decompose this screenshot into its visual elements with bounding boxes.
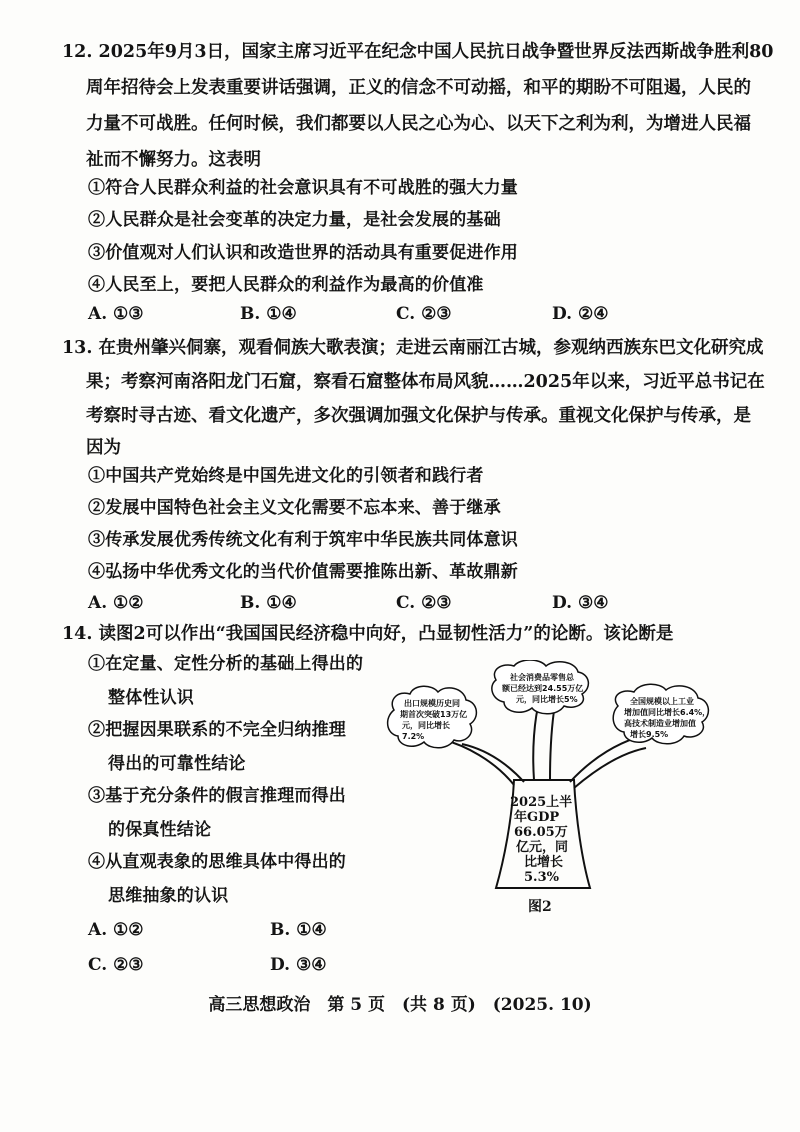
q13-option-d[interactable]: D. ③④: [552, 593, 609, 613]
q12-option-a[interactable]: A. ①③: [88, 304, 144, 324]
q12-stem-line: 力量不可战胜。任何时候，我们都要以人民之心为心、以天下之利为利，为增进人民福: [86, 114, 751, 134]
q12-stem-line: 周年招待会上发表重要讲话强调，正义的信念不可动摇，和平的期盼不可阻遏，人民的: [86, 78, 751, 98]
page-footer: 高三思想政治 第 5 页 (共 8 页) (2025. 10): [208, 995, 592, 1015]
q13-stem-line: 果；考察河南洛阳龙门石窟，察看石窟整体布局风貌……2025年以来，习近平总书记在: [86, 372, 765, 392]
q13-statement-3: ③传承发展优秀传统文化有利于筑牢中华民族共同体意识: [88, 530, 518, 550]
q14-statement-1-cont: 整体性认识: [108, 688, 194, 708]
q14-statement-2-cont: 得出的可靠性结论: [108, 754, 246, 774]
q14-statement-3: ③基于充分条件的假言推理而得出: [88, 786, 346, 806]
q14-stem: 14. 读图2可以作出“我国国民经济稳中向好，凸显韧性活力”的论断。该论断是: [62, 624, 674, 644]
trunk-text-line: 比增长: [524, 855, 564, 870]
q12-statement-2: ②人民群众是社会变革的决定力量，是社会发展的基础: [88, 210, 501, 230]
bubble-middle-line: 社会消费品零售总: [510, 673, 574, 682]
q13-option-b[interactable]: B. ①④: [240, 593, 297, 613]
tree-branch-right: [570, 736, 646, 788]
q13-statement-2: ②发展中国特色社会主义文化需要不忘本来、善于继承: [88, 498, 501, 518]
q12-option-d[interactable]: D. ②④: [552, 304, 609, 324]
q13-stem-line: 考察时寻古迹、看文化遗产，多次强调加强文化保护与传承。重视文化保护与传承，是: [86, 406, 751, 426]
q14-statement-2: ②把握因果联系的不完全归纳推理: [88, 720, 346, 740]
trunk-text-line: 5.3%: [524, 870, 559, 885]
q12-option-c[interactable]: C. ②③: [396, 304, 452, 324]
q14-option-d[interactable]: D. ③④: [270, 955, 327, 975]
bubble-right-line: 增长9.5%: [630, 730, 669, 739]
q14-statement-4-cont: 思维抽象的认识: [108, 886, 229, 906]
bubble-left-line: 7.2%: [402, 732, 425, 741]
q13-stem-line: 13. 在贵州肇兴侗寨，观看侗族大歌表演；走进云南丽江古城，参观纳西族东巴文化研究成: [62, 338, 764, 358]
trunk-text-line: 2025上半: [510, 795, 573, 810]
q13-option-c[interactable]: C. ②③: [396, 593, 452, 613]
q12-statement-4: ④人民至上，要把人民群众的利益作为最高的价值准: [88, 275, 484, 295]
trunk-text-line: 66.05万: [514, 825, 568, 840]
bubble-left-line: 期首次突破13万亿: [400, 710, 468, 719]
bubble-left-line: 出口规模历史同: [404, 699, 460, 708]
q14-statement-3-cont: 的保真性结论: [108, 820, 212, 840]
trunk-text-line: 亿元，同: [516, 840, 569, 855]
q12-statement-3: ③价值观对人们认识和改造世界的活动具有重要促进作用: [88, 243, 518, 263]
q13-stem-line: 因为: [86, 438, 121, 458]
trunk-text-line: 年GDP: [514, 810, 560, 825]
q13-statement-1: ①中国共产党始终是中国先进文化的引领者和践行者: [88, 466, 484, 486]
q12-option-b[interactable]: B. ①④: [240, 304, 297, 324]
bubble-middle-line: 额已经达到24.55万亿: [502, 684, 584, 693]
bubble-right-line: 增加值同比增长6.4%，: [624, 708, 711, 717]
tree-branch-left: [444, 740, 524, 785]
q12-stem-line: 祉而不懈努力。这表明: [86, 150, 261, 170]
q13-statement-4: ④弘扬中华优秀文化的当代价值需要推陈出新、革故鼎新: [88, 562, 518, 582]
bubble-middle-line: 元，同比增长5%: [516, 695, 578, 704]
q14-option-b[interactable]: B. ①④: [270, 920, 327, 940]
figure-caption: 图2: [528, 899, 552, 915]
figure-2-tree: [384, 660, 714, 890]
q14-option-c[interactable]: C. ②③: [88, 955, 144, 975]
q12-stem-line: 12. 2025年9月3日，国家主席习近平在纪念中国人民抗日战争暨世界反法西斯战争胜利80: [62, 42, 774, 62]
q14-statement-1: ①在定量、定性分析的基础上得出的: [88, 654, 364, 674]
q14-statement-4: ④从直观表象的思维具体中得出的: [88, 852, 346, 872]
q12-statement-1: ①符合人民群众利益的社会意识具有不可战胜的强大力量: [88, 178, 518, 198]
bubble-right-line: 全国规模以上工业: [630, 697, 694, 706]
q13-option-a[interactable]: A. ①②: [88, 593, 144, 613]
bubble-right-line: 高技术制造业增加值: [624, 719, 696, 728]
q14-option-a[interactable]: A. ①②: [88, 920, 144, 940]
bubble-left-line: 元，同比增长: [402, 721, 450, 730]
